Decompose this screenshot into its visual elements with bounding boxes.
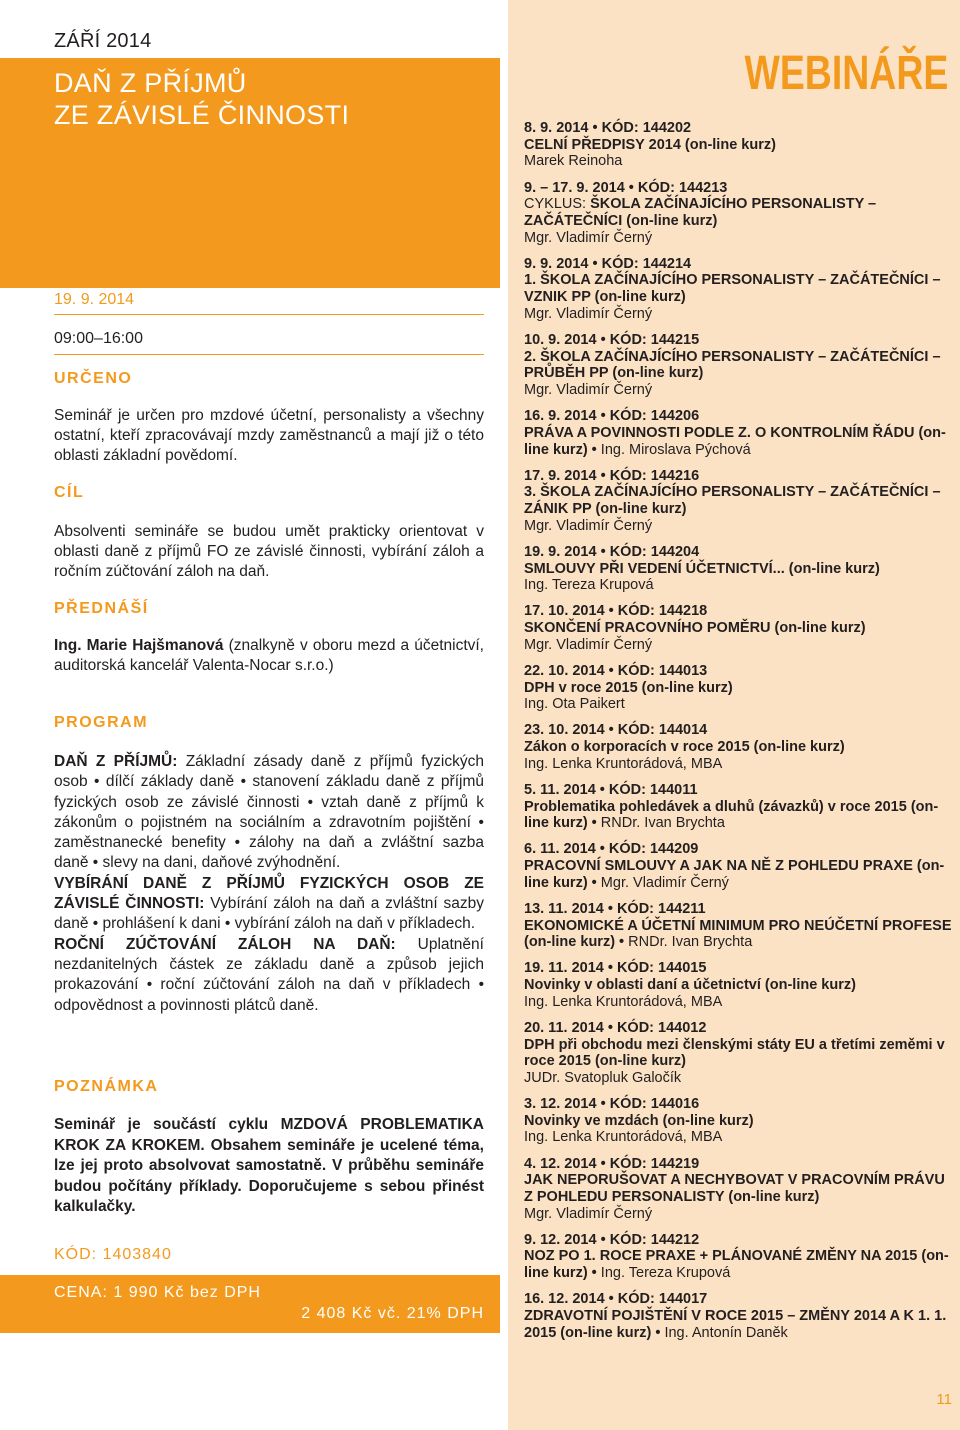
webinar-title-text: 1. ŠKOLA ZAČÍNAJÍCÍHO PERSONALISTY – ZAČÁTEČNÍCI – VZNIK PP (on-line kurz) (524, 272, 941, 306)
month-label: ZÁŘÍ 2014 (54, 30, 152, 52)
webinar-lecturer: Mgr. Vladimír Černý (524, 1205, 653, 1222)
webinar-title (524, 739, 956, 756)
webinar-title-text: JAK NEPORUŠOVAT A NECHYBOVAT V PRACOVNÍM PRÁVU Z POHLEDU PERSONALISTY (on-line kurz) (524, 1172, 945, 1205)
webinar-title (524, 799, 956, 832)
webinar-item (524, 120, 956, 170)
urceno-text: Seminář je určen pro mzdové účetní, personalisty a všechny ostatní, kteří zpracovávají mzdy zaměstnanců a mají již o této oblasti základní povědomí. (54, 407, 484, 464)
bullet-separator: • (587, 1265, 601, 1282)
webinar-title (524, 1037, 956, 1070)
webinar-item (524, 603, 956, 653)
webinar-item (524, 722, 956, 772)
webinar-item (524, 901, 956, 951)
webinar-lecturer: Ing. Lenka Kruntorádová, MBA (524, 755, 723, 772)
webinar-title (524, 272, 956, 305)
webinar-lecturer: Ing. Ota Paikert (524, 696, 625, 713)
program-heading-1: DAŇ Z PŘÍJMŮ: (54, 753, 178, 770)
webinars-heading: WEBINÁŘE (744, 47, 948, 100)
webinar-date-code: 16. 9. 2014 • KÓD: 144206 (524, 408, 700, 425)
webinar-lecturer: Marek Reinoha (524, 153, 623, 170)
webinar-title (524, 561, 956, 578)
webinar-title-text: PRÁVA A POVINNOSTI PODLE Z. O KONTROLNÍM ŘÁDU (on-line kurz) (524, 424, 946, 458)
webinar-item (524, 544, 956, 594)
section-heading-program: PROGRAM (54, 714, 149, 731)
webinar-title-text: Zákon o korporacích v roce 2015 (on-line kurz) (524, 739, 845, 756)
program-heading-2: VYBÍRÁNÍ DANĚ Z PŘÍJMŮ FYZICKÝCH OSOB ZE ZÁVISLÉ ČINNOSTI: (54, 874, 484, 913)
webinar-title (524, 1113, 956, 1130)
divider (54, 354, 484, 355)
webinar-title (524, 858, 956, 891)
webinar-title-text: PRACOVNÍ SMLOUVY A JAK NA NĚ Z POHLEDU PRAXE (on-line kurz) (524, 858, 945, 891)
webinar-lecturer: RNDr. Ivan Brychta (600, 815, 725, 832)
program-text-2: Vybírání záloh na daň a zvláštní sazby daně • prohlášení k dani • vybírání záloh na daň v příkladech. (54, 895, 484, 933)
lecturer-description: (znalkyně v oboru mezd a účetnictví, auditorská kancelář Valenta-Nocar s.r.o.) (54, 637, 484, 674)
webinar-date-code: 5. 11. 2014 • KÓD: 144011 (524, 781, 698, 798)
webinar-date-code: 6. 11. 2014 • KÓD: 144209 (524, 841, 699, 858)
webinar-lecturer: Ing. Tereza Krupová (524, 577, 654, 594)
webinar-title-text: DPH při obchodu mezi členskými státy EU a třetími zeměmi v roce 2015 (on-line kurz) (524, 1036, 945, 1070)
program-text (54, 752, 484, 1016)
webinar-lecturer: Mgr. Vladimír Černý (524, 636, 653, 653)
webinar-title (524, 918, 956, 951)
webinar-item (524, 408, 956, 458)
webinar-date-code: 16. 12. 2014 • KÓD: 144017 (524, 1291, 708, 1308)
webinar-item (524, 1156, 956, 1223)
bullet-separator: • (651, 1324, 665, 1341)
webinar-title (524, 680, 956, 697)
seminar-title-line1: DAŇ Z PŘÍJMŮ (54, 68, 247, 98)
webinar-title-text: ŠKOLA ZAČÍNAJÍCÍHO PERSONALISTY – ZAČÁTEČNÍCI (on-line kurz) (524, 196, 877, 229)
webinar-item (524, 1232, 956, 1282)
webinar-date-code: 9. 9. 2014 • KÓD: 144214 (524, 255, 692, 272)
webinar-title-text: ZDRAVOTNÍ POJIŠTĚNÍ V ROCE 2015 – ZMĚNY 2014 A K 1. 1. 2015 (on-line kurz) (524, 1307, 947, 1341)
webinar-date-code: 9. 12. 2014 • KÓD: 144212 (524, 1231, 700, 1248)
webinar-lecturer: Ing. Tereza Krupová (600, 1265, 731, 1282)
webinar-lecturer: Mgr. Vladimír Černý (524, 517, 653, 534)
webinar-item (524, 663, 956, 713)
section-heading-urceno: URČENO (54, 370, 133, 387)
webinar-title-text: Novinky ve mzdách (on-line kurz) (524, 1112, 754, 1129)
bullet-separator: • (587, 441, 601, 458)
webinar-lecturer: RNDr. Ivan Brychta (628, 934, 753, 951)
course-code: KÓD: 1403840 (54, 1246, 172, 1263)
webinar-item (524, 960, 956, 1010)
webinar-date-code: 3. 12. 2014 • KÓD: 144016 (524, 1096, 700, 1113)
webinar-item (524, 468, 956, 535)
webinar-title-text: 3. ŠKOLA ZAČÍNAJÍCÍHO PERSONALISTY – ZAČÁTEČNÍCI – ZÁNIK PP (on-line kurz) (524, 484, 941, 518)
webinar-date-code: 17. 9. 2014 • KÓD: 144216 (524, 467, 700, 484)
price-without-vat: CENA: 1 990 Kč bez DPH (54, 1284, 261, 1301)
webinar-title (524, 137, 956, 154)
webinar-item (524, 332, 956, 399)
webinar-date-code: 13. 11. 2014 • KÓD: 144211 (524, 900, 706, 917)
webinar-date-code: 19. 11. 2014 • KÓD: 144015 (524, 960, 707, 977)
webinar-date-code: 23. 10. 2014 • KÓD: 144014 (524, 722, 708, 739)
webinar-lecturer: Ing. Antonín Daněk (664, 1324, 788, 1341)
webinar-lecturer: Ing. Miroslava Pýchová (600, 441, 751, 458)
webinar-lecturer: JUDr. Svatopluk Galočík (524, 1069, 682, 1086)
divider (54, 314, 484, 315)
webinar-title (524, 977, 956, 994)
webinar-title-text: Problematika pohledávek a dluhů (závazků) v roce 2015 (on-line kurz) (524, 798, 939, 832)
webinar-title-text: 2. ŠKOLA ZAČÍNAJÍCÍHO PERSONALISTY – ZAČÁTEČNÍCI – PRŮBĚH PP (on-line kurz) (524, 348, 941, 382)
webinar-item (524, 1020, 956, 1087)
webinar-title-text: EKONOMICKÉ A ÚČETNÍ MINIMUM PRO NEÚČETNÍ PROFESE (on-line kurz) (524, 917, 952, 951)
webinar-item (524, 1291, 956, 1341)
bullet-separator: • (615, 934, 629, 951)
webinar-title (524, 196, 956, 229)
webinar-date-code: 8. 9. 2014 • KÓD: 144202 (524, 120, 692, 136)
webinar-date-code: 20. 11. 2014 • KÓD: 144012 (524, 1019, 707, 1036)
webinar-lecturer: Mgr. Vladimír Černý (524, 382, 653, 399)
page-number: 11 (936, 1391, 952, 1408)
webinar-title-text: DPH v roce 2015 (on-line kurz) (524, 679, 733, 696)
webinar-lecturer: Ing. Lenka Kruntorádová, MBA (524, 1129, 723, 1146)
webinar-title-text: SMLOUVY PŘI VEDENÍ ÚČETNICTVÍ... (on-line kurz) (524, 560, 880, 577)
webinar-date-code: 17. 10. 2014 • KÓD: 144218 (524, 603, 708, 620)
bullet-separator: • (587, 874, 601, 891)
webinar-title (524, 484, 956, 517)
program-text-3: Uplatnění nezdanitelných částek ze základu daně a způsob jejich prokazování • roční zúčtování záloh na daň v příkladech • odpovědnost a povinnosti plátců daně. (54, 935, 484, 1014)
webinar-title (524, 349, 956, 382)
webinar-date-code: 10. 9. 2014 • KÓD: 144215 (524, 331, 700, 348)
lecturer-name: Ing. Marie Hajšmanová (54, 637, 224, 654)
poznamka-text: Seminář je součástí cyklu MZDOVÁ PROBLEMATIKA KROK ZA KROKEM. Obsahem semináře je ucelené téma, lze jej proto absolvovat samostatně. V průběhu semináře budou počítány příklady. Doporučujeme s sebou přinést kalkulačky. (54, 1116, 484, 1215)
webinar-title-text: SKONČENÍ PRACOVNÍHO POMĚRU (on-line kurz) (524, 620, 866, 637)
webinar-item (524, 841, 956, 891)
webinar-item (524, 1096, 956, 1146)
webinar-title (524, 1308, 956, 1341)
webinar-title (524, 620, 956, 637)
price-banner (0, 1275, 500, 1333)
webinar-title-text: NOZ PO 1. ROCE PRAXE + PLÁNOVANÉ ZMĚNY NA 2015 (on-line kurz) (524, 1248, 949, 1282)
seminar-title-line2: ZE ZÁVISLÉ ČINNOSTI (54, 100, 350, 130)
webinar-title (524, 1172, 956, 1205)
webinar-title-text: Novinky v oblasti daní a účetnictví (on-line kurz) (524, 977, 856, 994)
webinar-date-code: 19. 9. 2014 • KÓD: 144204 (524, 543, 700, 560)
title-banner (0, 58, 500, 288)
bullet-separator: • (587, 815, 601, 832)
webinar-prefix: CYKLUS: (524, 196, 591, 213)
webinar-item (524, 256, 956, 323)
cil-text: Absolventi semináře se budou umět prakticky orientovat v oblasti daně z příjmů FO ze závislé činnosti, vybírání záloh a ročním zúčtování záloh na daň. (54, 523, 484, 580)
webinar-title (524, 1248, 956, 1281)
webinar-lecturer: Mgr. Vladimír Černý (600, 874, 729, 891)
webinar-date-code: 22. 10. 2014 • KÓD: 144013 (524, 662, 708, 679)
webinar-lecturer: Mgr. Vladimír Černý (524, 229, 653, 246)
webinar-title-text: CELNÍ PŘEDPISY 2014 (on-line kurz) (524, 136, 776, 153)
webinar-lecturer: Mgr. Vladimír Černý (524, 305, 653, 322)
webinar-list (524, 120, 956, 1351)
section-heading-prednasi: PŘEDNÁŠÍ (54, 600, 149, 617)
webinar-column (508, 0, 960, 1430)
seminar-date: 19. 9. 2014 (54, 291, 135, 308)
section-heading-cil: CÍL (54, 484, 85, 501)
program-text-1: Základní zásady daně z příjmů fyzických osob • dílčí základy daně • stanovení základu daně z příjmů fyzických osob ze závislé činnosti • vztah daně z příjmů k zákonům o pojistném na sociálním a zdravotním pojištění • zaměstnanecké benefity • zálohy na daň a zvláštní sazba daně • slevy na dani, daňové zvýhodnění. (54, 753, 484, 872)
webinar-item (524, 782, 956, 832)
webinar-date-code: 9. – 17. 9. 2014 • KÓD: 144213 (524, 179, 728, 196)
webinar-lecturer: Ing. Lenka Kruntorádová, MBA (524, 993, 723, 1010)
webinar-item (524, 180, 956, 247)
section-heading-poznamka: POZNÁMKA (54, 1078, 159, 1095)
webinar-date-code: 4. 12. 2014 • KÓD: 144219 (524, 1155, 700, 1172)
webinar-title (524, 425, 956, 458)
program-heading-3: ROČNÍ ZÚČTOVÁNÍ ZÁLOH NA DAŇ: (54, 935, 396, 953)
lecturer-info (54, 636, 484, 676)
seminar-time: 09:00–16:00 (54, 330, 143, 347)
price-with-vat: 2 408 Kč vč. 21% DPH (301, 1305, 484, 1322)
